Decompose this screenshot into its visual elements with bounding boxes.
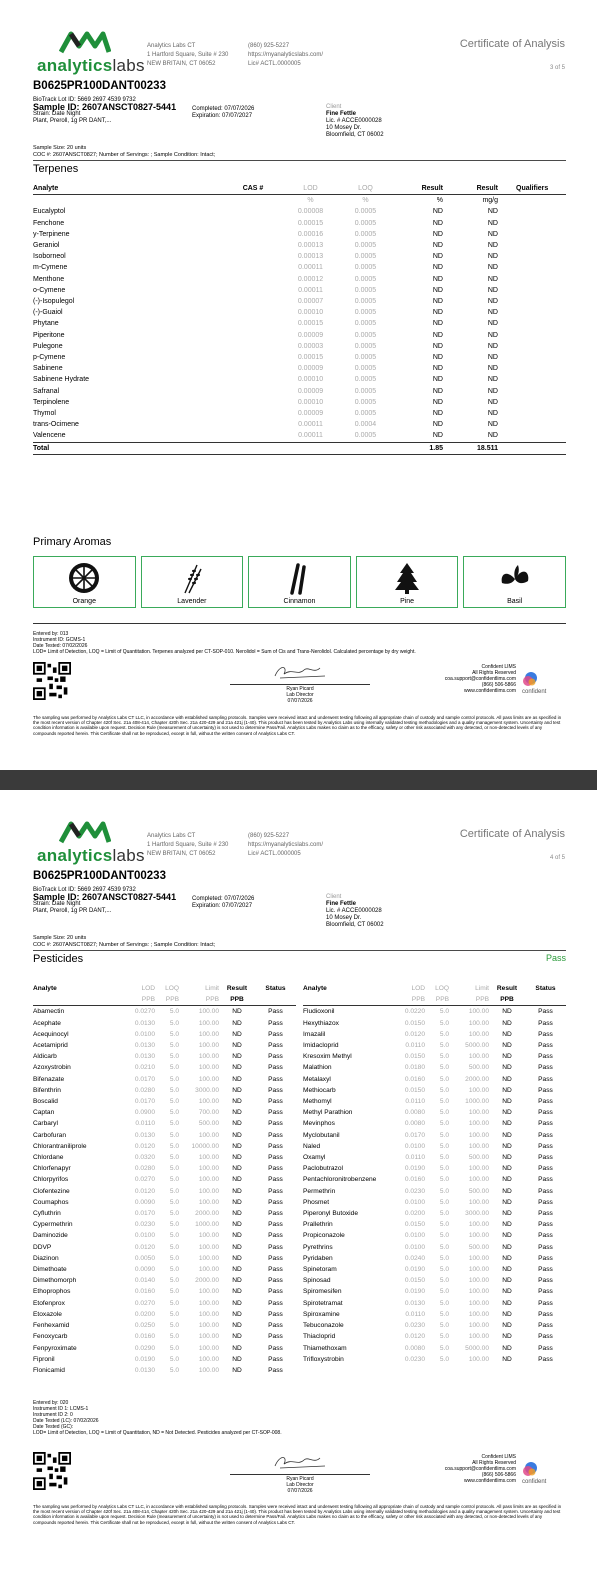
pesticide-row: Azoxystrobin 0.0210 5.0 100.00 ND Pass <box>33 1064 283 1072</box>
pesticide-row: Diazinon 0.0050 5.0 100.00 ND Pass <box>33 1254 283 1262</box>
pesticide-row: Spiroxamine 0.0110 5.0 100.00 ND Pass <box>303 1310 553 1318</box>
cinnamon-icon <box>282 561 316 595</box>
pesticide-row: Prallethrin 0.0150 5.0 100.00 ND Pass <box>303 1221 553 1229</box>
pesticide-row: Acephate 0.0130 5.0 100.00 ND Pass <box>33 1019 283 1027</box>
analytics-logo-icon <box>59 30 111 54</box>
client-info: Client Fine Fettle Lic. # ACCE0000028 10 Mosey Dr. Bloomfield, CT 06002 <box>326 104 384 138</box>
pesticide-row: Fenoxycarb 0.0160 5.0 100.00 ND Pass <box>33 1333 283 1341</box>
company-wordmark: analyticslabs <box>37 56 145 75</box>
confident-logo-icon <box>522 1461 538 1477</box>
aromas-row <box>33 556 566 608</box>
pesticides-table-left <box>33 983 296 1376</box>
terpene-row: Menthone 0.00012 0.0005 ND ND <box>33 275 498 283</box>
aromas-title: Primary Aromas <box>33 536 112 548</box>
analytics-logo-icon <box>59 820 111 844</box>
pesticide-row: Acequinocyl 0.0100 5.0 100.00 ND Pass <box>33 1030 283 1038</box>
pesticide-row: Imidacloprid 0.0110 5.0 5000.00 ND Pass <box>303 1042 553 1050</box>
signature-icon <box>270 1452 330 1472</box>
pesticide-row: Thiamethoxam 0.0080 5.0 5000.00 ND Pass <box>303 1344 553 1352</box>
test-dates: Completed: 07/07/2026 Expiration: 07/07/2027 <box>192 106 255 119</box>
pesticide-row: Mevinphos 0.0080 5.0 100.00 ND Pass <box>303 1120 553 1128</box>
terpenes-total-row: Total 1.85 18.511 <box>33 442 566 454</box>
basil-icon <box>498 561 532 595</box>
confident-logo: confident <box>522 671 562 695</box>
pesticide-row: Spiromesifen 0.0190 5.0 100.00 ND Pass <box>303 1288 553 1296</box>
aroma-pine: Pine <box>356 556 459 608</box>
pesticide-row: Tebuconazole 0.0230 5.0 100.00 ND Pass <box>303 1322 553 1330</box>
pesticide-row: Abamectin 0.0270 5.0 100.00 ND Pass <box>33 1008 283 1016</box>
sample-info: Sample Size: 20 units COC #: 2607ANSCT0827; Number of Servings: ; Sample Condition: Intact; <box>33 145 216 158</box>
pesticides-header-row: Analyte LOD LOQ Limit Result Status <box>33 985 286 992</box>
terpene-row: (-)-Isopulegol 0.00007 0.0005 ND ND <box>33 298 498 306</box>
test-dates: Completed: 07/07/2026 Expiration: 07/07/2027 <box>192 896 255 909</box>
confident-lims-info: Confident LIMS All Rights Reserved coa.support@confidentlims.com (866) 506-5866 www.confidentlims.com <box>444 1454 516 1484</box>
pesticide-row: Phosmet 0.0100 5.0 100.00 ND Pass <box>303 1198 553 1206</box>
client-info: Client Fine Fettle Lic. # ACCE0000028 10 Mosey Dr. Bloomfield, CT 06002 <box>326 894 384 928</box>
aroma-lavender: Lavender <box>141 556 244 608</box>
pine-icon <box>390 561 424 595</box>
terpene-row: Terpinolene 0.00010 0.0005 ND ND <box>33 398 498 406</box>
pesticides-units-row: PPB PPB PPB PPB <box>33 994 296 1006</box>
confident-logo-icon <box>522 671 538 687</box>
pesticide-row: Dimethomorph 0.0140 5.0 2000.00 ND Pass <box>33 1277 283 1285</box>
company-wordmark: analyticslabs <box>37 846 145 865</box>
pesticide-row: Aldicarb 0.0130 5.0 100.00 ND Pass <box>33 1053 283 1061</box>
signature-block: Ryan Picard Lab Director 07/07/2026 <box>230 662 370 704</box>
pesticide-row: Paclobutrazol 0.0190 5.0 100.00 ND Pass <box>303 1165 553 1173</box>
terpene-row: Sabinene 0.00009 0.0005 ND ND <box>33 365 498 373</box>
signature-block: Ryan Picard Lab Director 07/07/2026 <box>230 1452 370 1494</box>
terpenes-section-title: Terpenes <box>33 160 566 175</box>
pesticide-row: Methiocarb 0.0150 5.0 100.00 ND Pass <box>303 1086 553 1094</box>
pesticide-row: Daminozide 0.0100 5.0 100.00 ND Pass <box>33 1232 283 1240</box>
qr-code-icon[interactable] <box>33 1452 71 1490</box>
doc-title: Certificate of Analysis <box>459 828 565 840</box>
terpene-row: y-Terpinene 0.00016 0.0005 ND ND <box>33 230 498 238</box>
confident-logo: confident <box>522 1461 562 1485</box>
pesticide-row: Dimethoate 0.0090 5.0 100.00 ND Pass <box>33 1266 283 1274</box>
terpene-row: trans-Ocimene 0.00011 0.0004 ND ND <box>33 421 498 429</box>
pesticide-row: Methomyl 0.0110 5.0 1000.00 ND Pass <box>303 1098 553 1106</box>
pesticide-row: Spirotetramat 0.0130 5.0 100.00 ND Pass <box>303 1299 553 1307</box>
terpene-row: Pulegone 0.00003 0.0005 ND ND <box>33 342 498 350</box>
pesticide-row: Captan 0.0900 5.0 700.00 ND Pass <box>33 1109 283 1117</box>
lot-info: BioTrack Lot ID: 5669 2697 4539 9732 Sample ID: 2607ANSCT0827-5441 Strain: Date Night Plant, Preroll, 1g PR DANT,... <box>33 887 177 914</box>
signature-icon <box>270 662 330 682</box>
page-separator <box>0 770 597 790</box>
pesticide-row: Myclobutanil 0.0170 5.0 100.00 ND Pass <box>303 1131 553 1139</box>
pesticide-row: Propiconazole 0.0100 5.0 100.00 ND Pass <box>303 1232 553 1240</box>
company-address: Analytics Labs CT 1 Hartford Square, Suite # 230 NEW BRITAIN, CT 06052 <box>147 833 229 857</box>
pesticide-row: Naled 0.0100 5.0 100.00 ND Pass <box>303 1142 553 1150</box>
pesticide-row: Carbofuran 0.0130 5.0 100.00 ND Pass <box>33 1131 283 1139</box>
terpenes-header-row: Analyte CAS # LOD LOQ Result Result Qualifiers <box>33 183 566 195</box>
pesticides-header-row: Analyte LOD LOQ Limit Result Status <box>303 985 556 992</box>
company-contact: (860) 925-5227 https://myanalyticslabs.com/ Lic# ACTL.0000005 <box>248 43 324 67</box>
pesticide-row: Hexythiazox 0.0150 5.0 100.00 ND Pass <box>303 1019 553 1027</box>
terpene-row: Sabinene Hydrate 0.00010 0.0005 ND ND <box>33 376 498 384</box>
pesticide-row: Imazalil 0.0120 5.0 100.00 ND Pass <box>303 1030 553 1038</box>
pesticide-row: Fenpyroximate 0.0290 5.0 100.00 ND Pass <box>33 1344 283 1352</box>
aroma-orange: Orange <box>33 556 136 608</box>
page-number: 3 of 5 <box>549 65 565 71</box>
pesticide-row: Trifloxystrobin 0.0230 5.0 100.00 ND Pass <box>303 1355 553 1363</box>
pesticide-row: Oxamyl 0.0110 5.0 500.00 ND Pass <box>303 1154 553 1162</box>
pesticide-row: Acetamiprid 0.0130 5.0 100.00 ND Pass <box>33 1042 283 1050</box>
pesticide-row: Spinosad 0.0150 5.0 100.00 ND Pass <box>303 1277 553 1285</box>
terpene-row: Geraniol 0.00013 0.0005 ND ND <box>33 242 498 250</box>
pesticide-row: Bifenazate 0.0170 5.0 100.00 ND Pass <box>33 1075 283 1083</box>
terpene-row: p-Cymene 0.00015 0.0005 ND ND <box>33 354 498 362</box>
pesticides-table-right <box>303 983 566 1365</box>
pesticide-row: Piperonyl Butoxide 0.0200 5.0 3000.00 ND Pass <box>303 1210 553 1218</box>
pesticide-row: Chlordane 0.0320 5.0 100.00 ND Pass <box>33 1154 283 1162</box>
pesticide-row: Thiacloprid 0.0120 5.0 100.00 ND Pass <box>303 1333 553 1341</box>
terpene-row: o-Cymene 0.00011 0.0005 ND ND <box>33 286 498 294</box>
pesticide-row: Cyfluthrin 0.0170 5.0 2000.00 ND Pass <box>33 1210 283 1218</box>
pesticide-row: Methyl Parathion 0.0080 5.0 100.00 ND Pass <box>303 1109 553 1117</box>
terpene-row: Valencene 0.00011 0.0005 ND ND <box>33 432 498 440</box>
pesticides-notes: Entered by: 020 Instrument ID 1: LCMS-1 Instrument ID 2: 0 Date Tested (LC): 07/02/2026 Date Tested (GC): LOD= Limit of Detection, LOQ = Limit of Quantitation, ND = Not Detected. Pesticides analyzed per CT-SOP-008. <box>33 1400 282 1436</box>
terpenes-units-row: % % % mg/g <box>307 197 498 205</box>
terpenes-table <box>33 183 566 455</box>
pesticides-units-row: PPB PPB PPB PPB <box>303 994 566 1006</box>
pesticide-row: Etoxazole 0.0200 5.0 100.00 ND Pass <box>33 1310 283 1318</box>
terpene-row: Safranal 0.00009 0.0005 ND ND <box>33 387 498 395</box>
aroma-cinnamon: Cinnamon <box>248 556 351 608</box>
pesticide-row: Metalaxyl 0.0160 5.0 2000.00 ND Pass <box>303 1075 553 1083</box>
batch-id: B0625PR100DANT00233 <box>33 870 166 882</box>
pesticide-row: Etofenprox 0.0270 5.0 100.00 ND Pass <box>33 1299 283 1307</box>
pesticides-status-badge: Pass <box>545 953 566 963</box>
confident-lims-info: Confident LIMS All Rights Reserved coa.support@confidentlims.com (866) 506-5866 www.confidentlims.com <box>444 664 516 694</box>
pesticides-section-title: Pesticides Pass <box>33 950 566 968</box>
lavender-icon <box>175 561 209 595</box>
pesticide-row: Chlorfenapyr 0.0280 5.0 100.00 ND Pass <box>33 1165 283 1173</box>
pesticide-row: Kresoxim Methyl 0.0150 5.0 100.00 ND Pass <box>303 1053 553 1061</box>
pesticide-row: Bifenthrin 0.0280 5.0 3000.00 ND Pass <box>33 1086 283 1094</box>
terpene-row: (-)-Guaiol 0.00010 0.0005 ND ND <box>33 309 498 317</box>
pesticide-row: Spinetoram 0.0190 5.0 100.00 ND Pass <box>303 1266 553 1274</box>
pesticide-row: Pyridaben 0.0240 5.0 100.00 ND Pass <box>303 1254 553 1262</box>
disclaimer: The sampling was performed by Analytics Labs CT LLC, in accordance with established sampling protocols. Samples were received intact and underwent testing following all appropriate chain of custody and sample control protocols. All pass limits are as specified in the most recent version of Chapter 420f Sec. 21a 408-414, Chapter 420h Sec. 21a 420-429 and 21a 421j (1-40). This product has been tested by Analytics Labs using internally validated testing methodologies and a quality management system. Uncertainty and test condition information is available upon request. Decision Rule (measurement of uncertainty) is not used to determine Pass/Fail. Analytics Labs makes no claim as to the efficacy, safety or other risk associated with any detected, or non-detected levels of any compounds reported herein. This Certificate shall not be reproduced, except in full, without the written consent of Analytics Labs CT. <box>33 1504 562 1525</box>
terpene-row: Thymol 0.00009 0.0005 ND ND <box>33 410 498 418</box>
pesticide-row: Coumaphos 0.0090 5.0 100.00 ND Pass <box>33 1198 283 1206</box>
lot-info: BioTrack Lot ID: 5669 2697 4539 9732 Sample ID: 2607ANSCT0827-5441 Strain: Date Night Plant, Preroll, 1g PR DANT,... <box>33 97 177 124</box>
terpene-row: Eucalyptol 0.00008 0.0005 ND ND <box>33 208 498 216</box>
doc-title: Certificate of Analysis <box>459 38 565 50</box>
pesticide-row: Carbaryl 0.0110 5.0 500.00 ND Pass <box>33 1120 283 1128</box>
qr-code-icon[interactable] <box>33 662 71 700</box>
pesticide-row: Pyrethrins 0.0100 5.0 500.00 ND Pass <box>303 1243 553 1251</box>
disclaimer: The sampling was performed by Analytics Labs CT LLC, in accordance with established sampling protocols. Samples were received intact and underwent testing following all appropriate chain of custody and sample control protocols. All pass limits are as specified in the most recent version of Chapter 420f Sec. 21a 408-414, Chapter 420h Sec. 21a 420-429 and 21a 421j (1-40). This product has been tested by Analytics Labs using internally validated testing methodologies and a quality management system. Uncertainty and test condition information is available upon request. Decision Rule (measurement of uncertainty) is not used to determine Pass/Fail. Analytics Labs makes no claim as to the efficacy, safety or other risk associated with any detected, or non-detected levels of any compounds reported herein. This Certificate shall not be reproduced, except in full, without the written consent of Analytics Labs CT. <box>33 715 562 736</box>
terpenes-notes: Entered by: 013 Instrument ID: GCMS-1 Date Tested: 07/02/2026 LOD= Limit of Detection, LOQ = Limit of Quantitation. Terpenes analyzed per CT-SOP-010. Nerolidol = Sum of Cis and Trans-Nerolidol. Calculated percentage by dry weight. <box>33 631 416 655</box>
terpene-row: Phytane 0.00015 0.0005 ND ND <box>33 320 498 328</box>
aroma-basil: Basil <box>463 556 566 608</box>
sample-info: Sample Size: 20 units COC #: 2607ANSCT0827; Number of Servings: ; Sample Condition: Intact; <box>33 935 216 948</box>
pesticide-row: Flonicamid 0.0130 5.0 100.00 ND Pass <box>33 1366 283 1374</box>
page-number: 4 of 5 <box>549 855 565 861</box>
pesticide-row: Pentachloronitrobenzene 0.0160 5.0 100.00 ND Pass <box>303 1176 553 1184</box>
pesticide-row: Fenhexamid 0.0250 5.0 100.00 ND Pass <box>33 1322 283 1330</box>
batch-id: B0625PR100DANT00233 <box>33 80 166 92</box>
company-contact: (860) 925-5227 https://myanalyticslabs.com/ Lic# ACTL.0000005 <box>248 833 324 857</box>
pesticide-row: DDVP 0.0120 5.0 100.00 ND Pass <box>33 1243 283 1251</box>
orange-icon <box>67 561 101 595</box>
terpene-row: Piperitone 0.00009 0.0005 ND ND <box>33 331 498 339</box>
company-logo <box>37 820 145 870</box>
pesticide-row: Fludioxonil 0.0220 5.0 100.00 ND Pass <box>303 1008 553 1016</box>
pesticide-row: Fipronil 0.0190 5.0 100.00 ND Pass <box>33 1355 283 1363</box>
pesticide-row: Permethrin 0.0230 5.0 500.00 ND Pass <box>303 1187 553 1195</box>
pesticide-row: Chlorantraniliprole 0.0120 5.0 10000.00 ND Pass <box>33 1142 283 1150</box>
company-logo <box>37 30 145 80</box>
pesticide-row: Clofentezine 0.0120 5.0 100.00 ND Pass <box>33 1187 283 1195</box>
divider <box>33 623 566 624</box>
terpene-row: Isoborneol 0.00013 0.0005 ND ND <box>33 253 498 261</box>
terpene-row: Fenchone 0.00015 0.0005 ND ND <box>33 219 498 227</box>
pesticide-row: Malathion 0.0180 5.0 500.00 ND Pass <box>303 1064 553 1072</box>
pesticide-row: Ethoprophos 0.0160 5.0 100.00 ND Pass <box>33 1288 283 1296</box>
pesticide-row: Boscalid 0.0170 5.0 100.00 ND Pass <box>33 1098 283 1106</box>
company-address: Analytics Labs CT 1 Hartford Square, Suite # 230 NEW BRITAIN, CT 06052 <box>147 43 229 67</box>
coa-page-3 <box>0 0 597 770</box>
pesticide-row: Cypermethrin 0.0230 5.0 1000.00 ND Pass <box>33 1221 283 1229</box>
terpene-row: m-Cymene 0.00011 0.0005 ND ND <box>33 264 498 272</box>
pesticide-row: Chlorpyrifos 0.0270 5.0 100.00 ND Pass <box>33 1176 283 1184</box>
